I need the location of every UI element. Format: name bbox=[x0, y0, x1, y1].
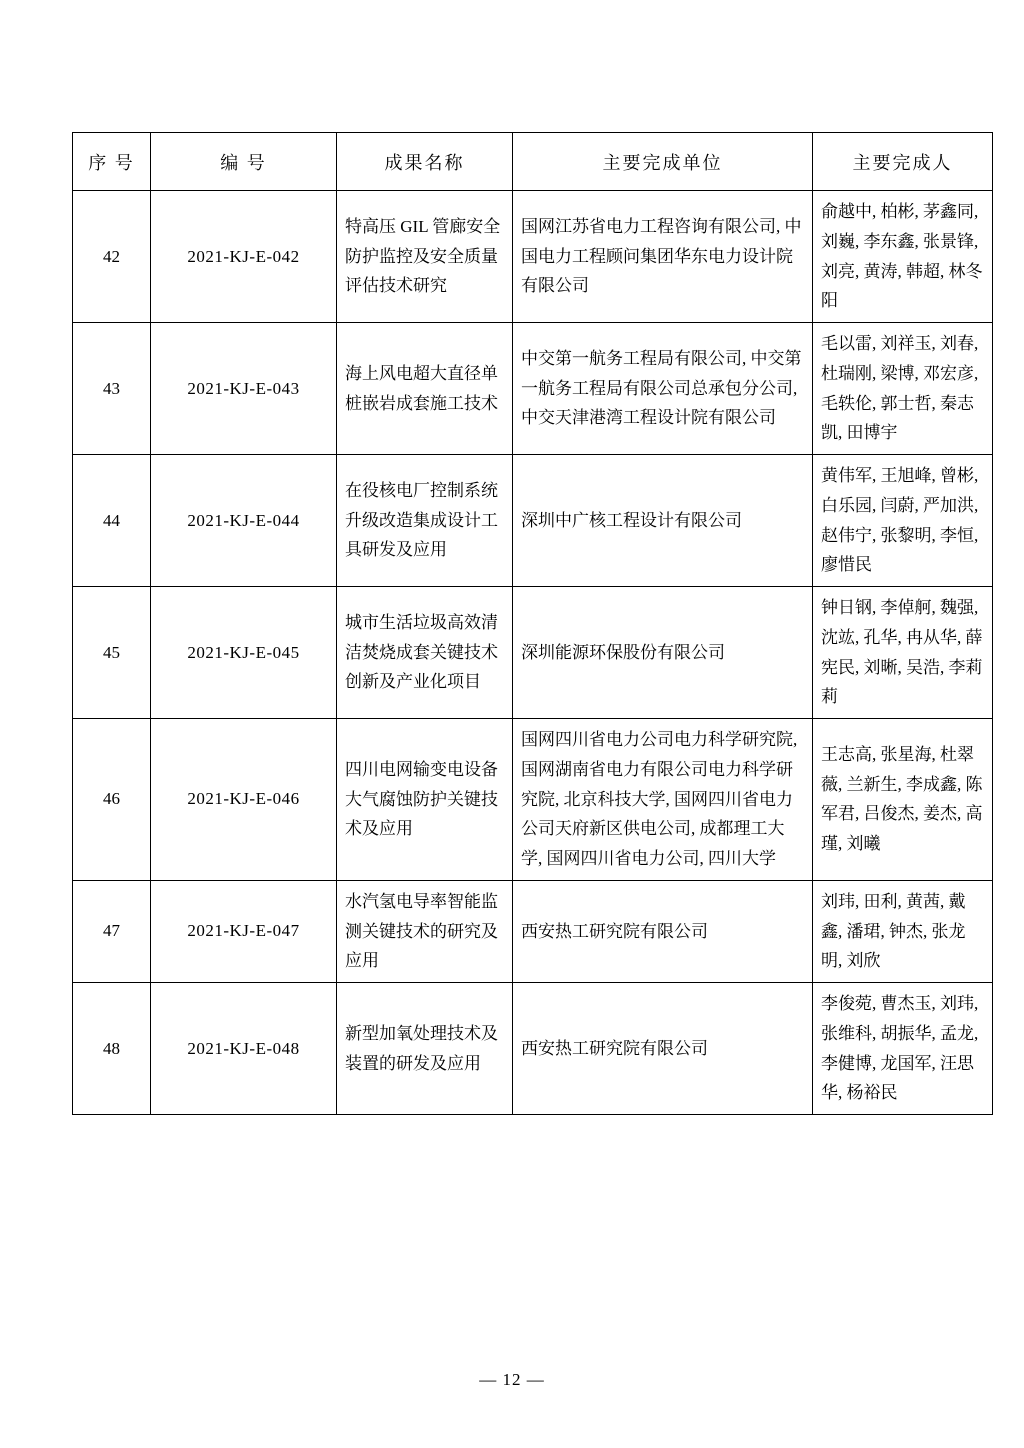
cell-code: 2021-KJ-E-048 bbox=[151, 983, 337, 1115]
table-row bbox=[73, 587, 993, 719]
page-footer: — 12 — bbox=[479, 1370, 545, 1389]
cell-name: 海上风电超大直径单桩嵌岩成套施工技术 bbox=[337, 323, 513, 455]
table-row bbox=[73, 880, 993, 982]
cell-people: 黄伟军, 王旭峰, 曾彬, 白乐园, 闫蔚, 严加洪, 赵伟宁, 张黎明, 李恒, 廖惜民 bbox=[813, 455, 993, 587]
cell-seq: 46 bbox=[73, 719, 151, 881]
column-header-people: 主要完成人 bbox=[813, 133, 993, 191]
cell-unit: 深圳中广核工程设计有限公司 bbox=[513, 455, 813, 587]
cell-people: 钟日钢, 李倬舸, 魏强, 沈竑, 孔华, 冉从华, 薛宪民, 刘晰, 吴浩, 李莉莉 bbox=[813, 587, 993, 719]
award-results-table bbox=[72, 132, 993, 1115]
cell-unit: 西安热工研究院有限公司 bbox=[513, 983, 813, 1115]
cell-name: 四川电网输变电设备大气腐蚀防护关键技术及应用 bbox=[337, 719, 513, 881]
cell-code: 2021-KJ-E-042 bbox=[151, 191, 337, 323]
cell-code: 2021-KJ-E-047 bbox=[151, 880, 337, 982]
table-header-row bbox=[73, 133, 993, 191]
cell-name: 水汽氢电导率智能监测关键技术的研究及应用 bbox=[337, 880, 513, 982]
cell-seq: 43 bbox=[73, 323, 151, 455]
cell-code: 2021-KJ-E-043 bbox=[151, 323, 337, 455]
cell-seq: 42 bbox=[73, 191, 151, 323]
cell-people: 王志高, 张星海, 杜翠薇, 兰新生, 李成鑫, 陈军君, 吕俊杰, 姜杰, 高瑾, 刘曦 bbox=[813, 719, 993, 881]
cell-people: 刘玮, 田利, 黄茜, 戴鑫, 潘珺, 钟杰, 张龙明, 刘欣 bbox=[813, 880, 993, 982]
cell-name: 城市生活垃圾高效清洁焚烧成套关键技术创新及产业化项目 bbox=[337, 587, 513, 719]
column-header-unit: 主要完成单位 bbox=[513, 133, 813, 191]
table-row bbox=[73, 191, 993, 323]
cell-seq: 48 bbox=[73, 983, 151, 1115]
cell-code: 2021-KJ-E-045 bbox=[151, 587, 337, 719]
cell-name: 新型加氧处理技术及装置的研发及应用 bbox=[337, 983, 513, 1115]
cell-seq: 45 bbox=[73, 587, 151, 719]
cell-people: 毛以雷, 刘祥玉, 刘春, 杜瑞刚, 梁博, 邓宏彦, 毛轶伦, 郭士哲, 秦志凯, 田博宇 bbox=[813, 323, 993, 455]
cell-name: 特高压 GIL 管廊安全防护监控及安全质量评估技术研究 bbox=[337, 191, 513, 323]
cell-code: 2021-KJ-E-046 bbox=[151, 719, 337, 881]
column-header-code: 编 号 bbox=[151, 133, 337, 191]
cell-name: 在役核电厂控制系统升级改造集成设计工具研发及应用 bbox=[337, 455, 513, 587]
cell-unit: 国网江苏省电力工程咨询有限公司, 中国电力工程顾问集团华东电力设计院有限公司 bbox=[513, 191, 813, 323]
cell-unit: 国网四川省电力公司电力科学研究院, 国网湖南省电力有限公司电力科学研究院, 北京科技大学, 国网四川省电力公司天府新区供电公司, 成都理工大学, 国网四川省电力公司, 四川大学 bbox=[513, 719, 813, 881]
table-row bbox=[73, 983, 993, 1115]
column-header-seq: 序 号 bbox=[73, 133, 151, 191]
cell-code: 2021-KJ-E-044 bbox=[151, 455, 337, 587]
cell-seq: 47 bbox=[73, 880, 151, 982]
cell-seq: 44 bbox=[73, 455, 151, 587]
column-header-name: 成果名称 bbox=[337, 133, 513, 191]
cell-unit: 中交第一航务工程局有限公司, 中交第一航务工程局有限公司总承包分公司, 中交天津港湾工程设计院有限公司 bbox=[513, 323, 813, 455]
table-row bbox=[73, 323, 993, 455]
table-row bbox=[73, 719, 993, 881]
cell-unit: 深圳能源环保股份有限公司 bbox=[513, 587, 813, 719]
cell-people: 俞越中, 柏彬, 茅鑫同, 刘巍, 李东鑫, 张景锋, 刘亮, 黄涛, 韩超, 林冬阳 bbox=[813, 191, 993, 323]
table-row bbox=[73, 455, 993, 587]
cell-unit: 西安热工研究院有限公司 bbox=[513, 880, 813, 982]
cell-people: 李俊菀, 曹杰玉, 刘玮, 张维科, 胡振华, 孟龙, 李健博, 龙国军, 汪思华, 杨裕民 bbox=[813, 983, 993, 1115]
